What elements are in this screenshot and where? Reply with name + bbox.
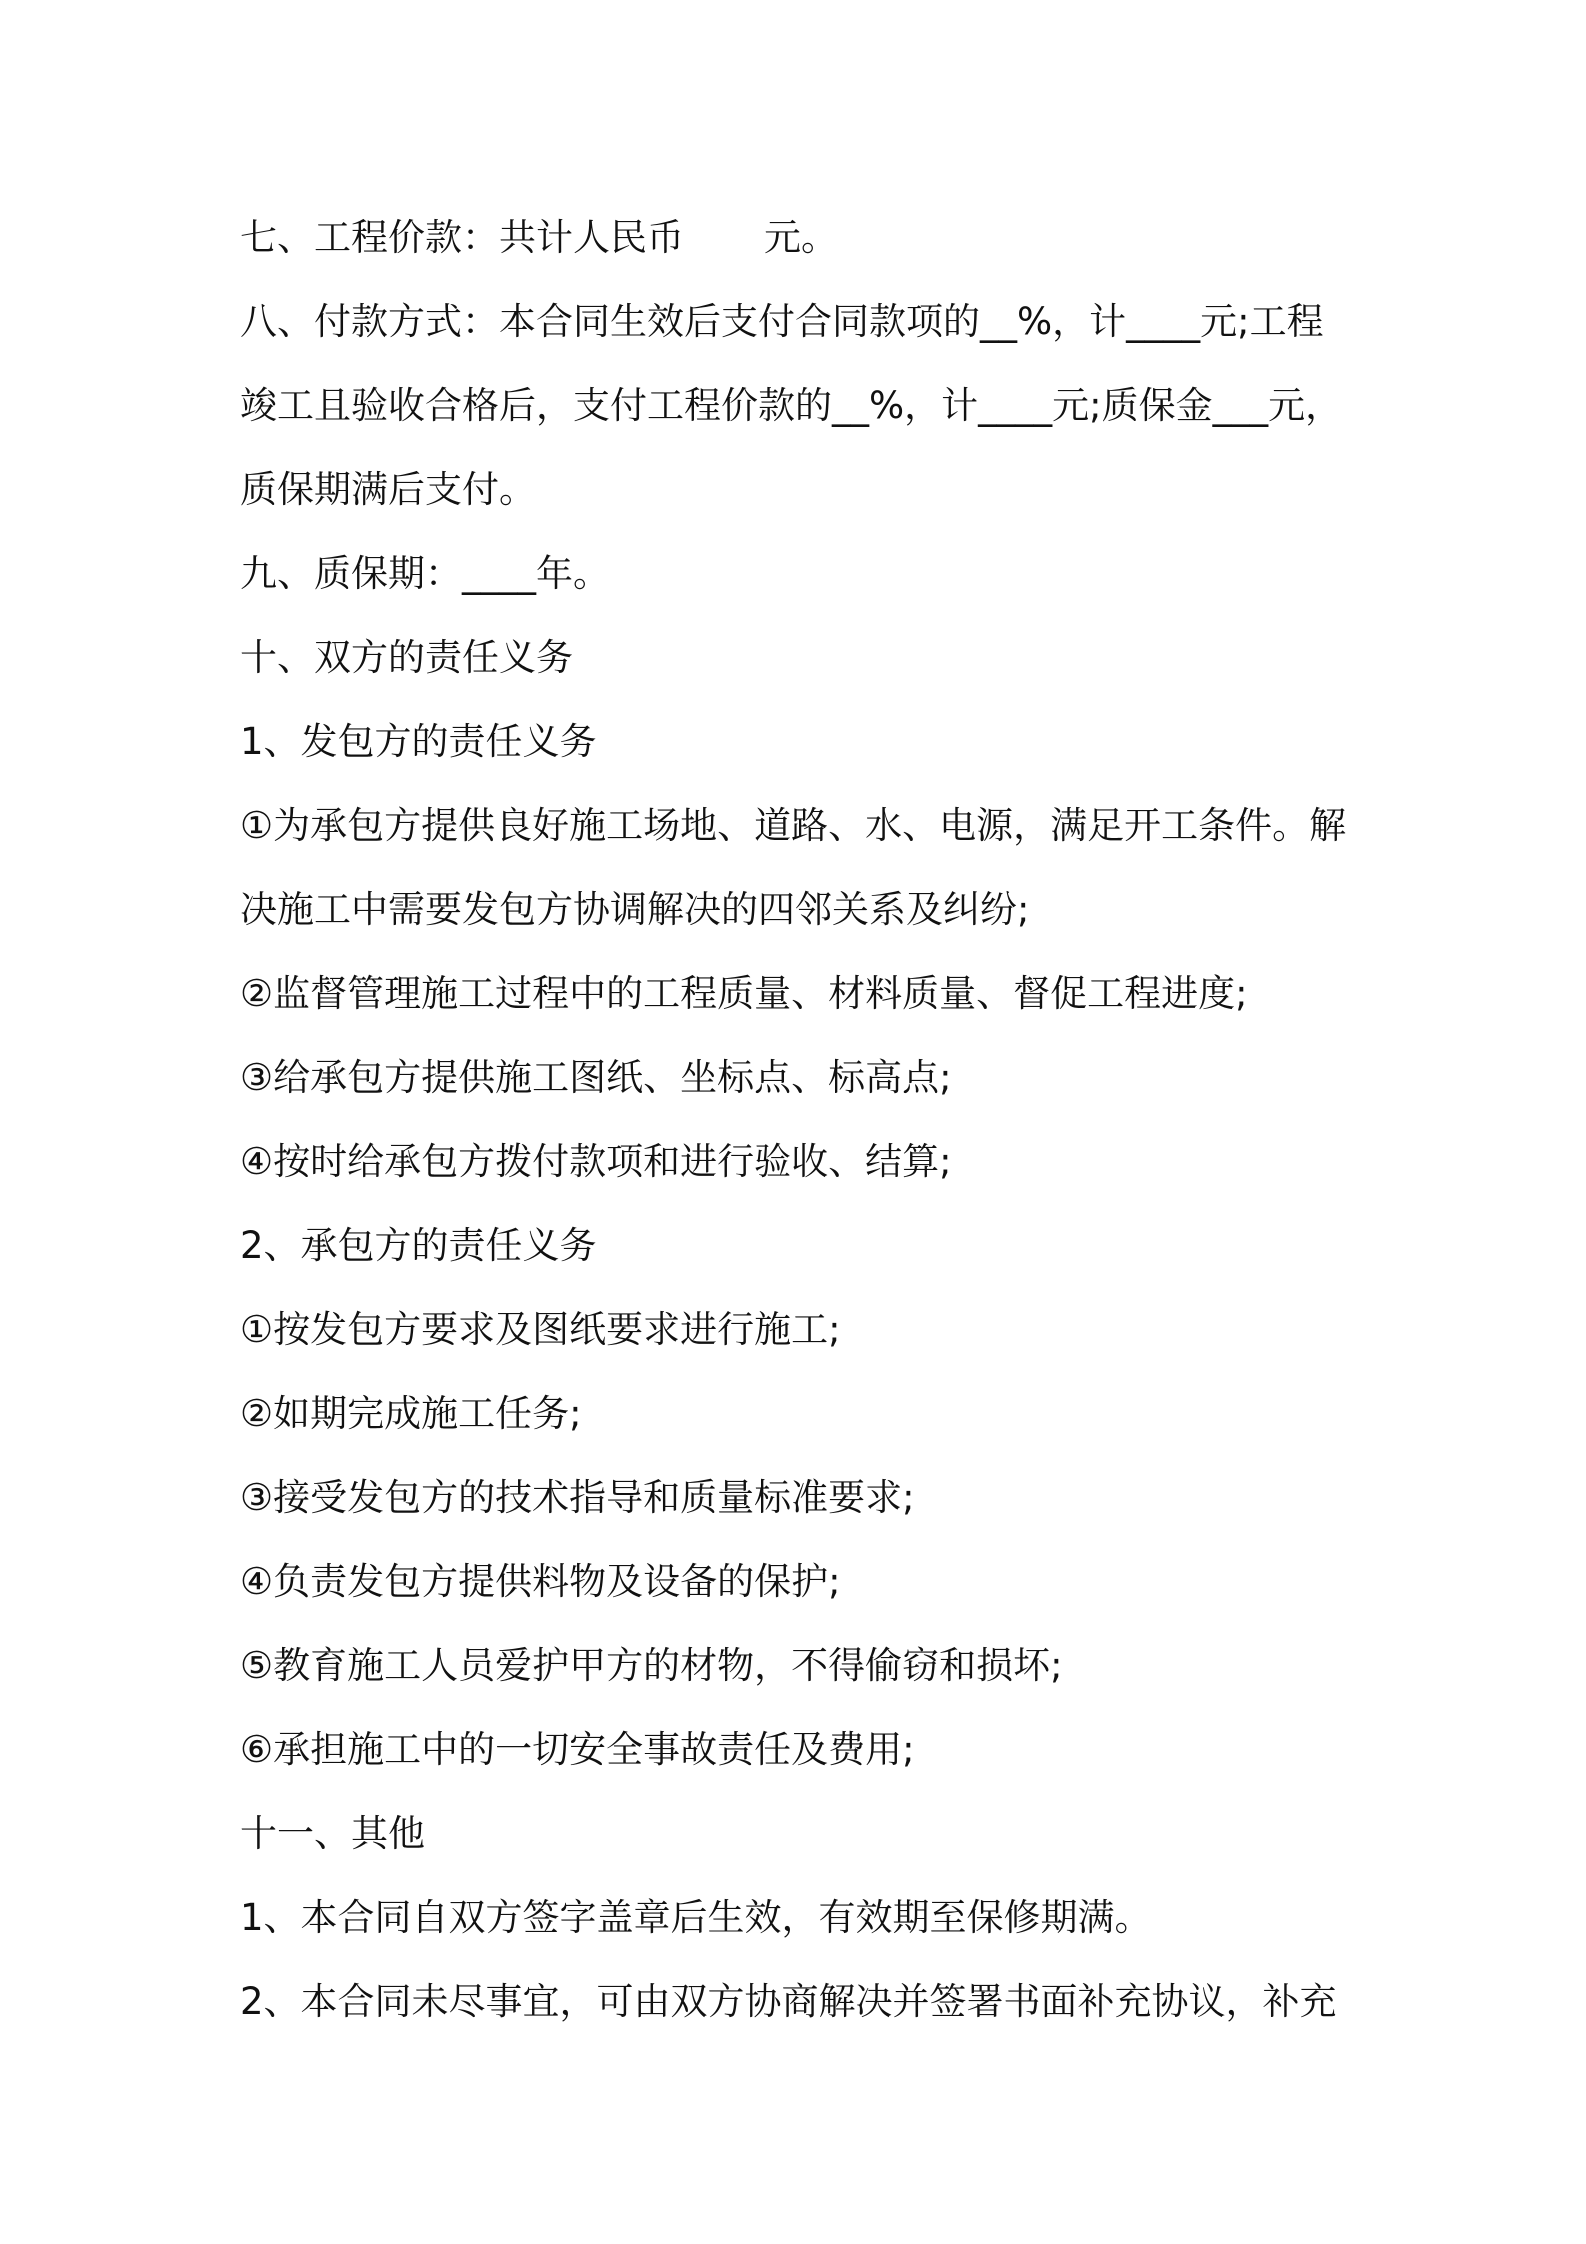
contractor-duty-5: ⑤教育施工人员爱护甲方的材物，不得偷窃和损坏; [240,1644,1063,1687]
employer-duty-1-line-2: 决施工中需要发包方协调解决的四邻关系及纠纷; [240,888,1030,931]
clause-7-text: 七、工程价款：共计人民币 [240,216,684,259]
employer-duties-heading: 1、发包方的责任义务 [240,720,597,763]
clause-7-unit: 元。 [764,216,838,259]
employer-duty-3: ③给承包方提供施工图纸、坐标点、标高点; [240,1056,952,1099]
contractor-duty-4: ④负责发包方提供料物及设备的保护; [240,1560,841,1603]
clause-7-price [240,196,1360,280]
employer-duty-1-line-1: ①为承包方提供良好施工场地、道路、水、电源，满足开工条件。解 [240,804,1347,847]
clause-8-line-1: 八、付款方式：本合同生效后支付合同款项的__%，计____元;工程 [240,300,1324,343]
clause-9-warranty: 九、质保期：____年。 [240,552,610,595]
contract-text [240,196,1360,2044]
employer-duty-2: ②监督管理施工过程中的工程质量、材料质量、督促工程进度; [240,972,1248,1015]
contractor-duties-heading: 2、承包方的责任义务 [240,1224,597,1267]
contractor-duty-2: ②如期完成施工任务; [240,1392,582,1435]
clause-8-line-3: 质保期满后支付。 [240,468,536,511]
contractor-duty-3: ③接受发包方的技术指导和质量标准要求; [240,1476,915,1519]
clause-11-heading: 十一、其他 [240,1812,425,1855]
contractor-duty-1: ①按发包方要求及图纸要求进行施工; [240,1308,841,1351]
other-item-2: 2、本合同未尽事宜，可由双方协商解决并签署书面补充协议，补充 [240,1980,1337,2023]
clause-8-line-2: 竣工且验收合格后，支付工程价款的__%，计____元;质保金___元， [240,384,1343,427]
contractor-duty-6: ⑥承担施工中的一切安全事故责任及费用; [240,1728,915,1771]
clause-10-heading: 十、双方的责任义务 [240,636,573,679]
employer-duty-4: ④按时给承包方拨付款项和进行验收、结算; [240,1140,952,1183]
other-item-1: 1、本合同自双方签字盖章后生效，有效期至保修期满。 [240,1896,1152,1939]
